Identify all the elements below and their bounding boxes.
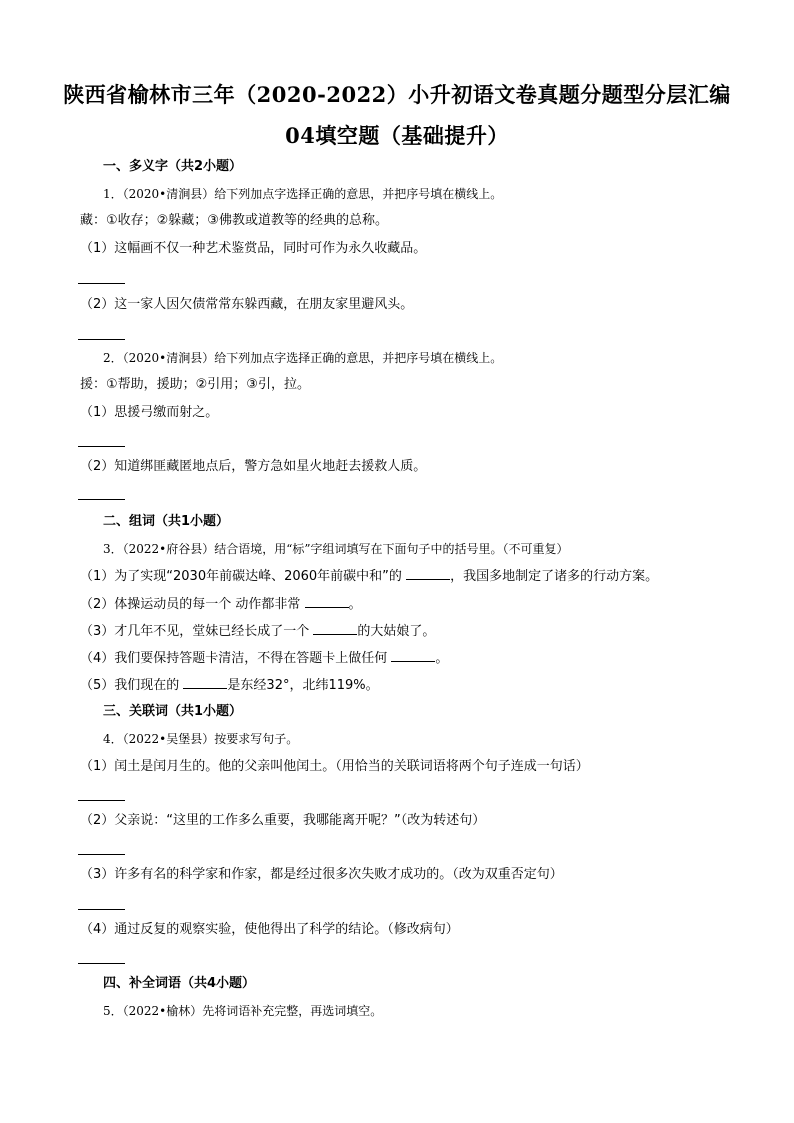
answer-blank[interactable] xyxy=(78,499,125,500)
answer-blank[interactable] xyxy=(78,963,125,964)
question-1-part-2: （2）这一家人因欠债常常东躲西藏，在朋友家里避风头。 xyxy=(80,297,414,312)
section-heading-2: 二、组词（共1小题） xyxy=(103,514,230,529)
question-1-part-1: （1）这幅画不仅一种艺术鉴赏品，同时可作为永久收藏品。 xyxy=(80,241,427,256)
section-heading-1: 一、多义字（共2小题） xyxy=(103,159,243,174)
question-3-stem: 3．（2022•府谷县）结合语境，用“标”字组词填写在下面句子中的括号里。（不可重复） xyxy=(103,542,569,556)
question-1-stem: 1．（2020•清涧县）给下列加点字选择正确的意思，并把序号填在横线上。 xyxy=(103,187,503,201)
question-1-definition: 藏：①收存；②躲藏；③佛教或道教等的经典的总称。 xyxy=(80,213,388,228)
answer-blank[interactable] xyxy=(78,800,125,801)
question-2-part-2: （2）知道绑匪藏匿地点后，警方急如星火地赶去援救人质。 xyxy=(80,459,427,474)
question-2-stem: 2．（2020•清涧县）给下列加点字选择正确的意思，并把序号填在横线上。 xyxy=(103,351,503,365)
question-4-part-4: （4）通过反复的观察实验，使他得出了科学的结论。（修改病句） xyxy=(80,922,459,937)
document-subtitle: 04填空题（基础提升） xyxy=(285,123,509,148)
question-4-part-2: （2）父亲说：“这里的工作多么重要，我哪能离开呢？”（改为转述句） xyxy=(80,813,486,828)
fill-blank[interactable] xyxy=(305,595,349,608)
fill-blank[interactable] xyxy=(313,622,357,635)
question-3-part-5: （5）我们现在的 是东经32°，北纬119%。 xyxy=(80,678,379,693)
answer-blank[interactable] xyxy=(78,446,125,447)
question-2-part-1: （1）思援弓缴而射之。 xyxy=(80,405,219,420)
answer-blank[interactable] xyxy=(78,854,125,855)
question-3-part-2: （2）体操运动员的每一个 动作都非常 。 xyxy=(80,597,362,612)
question-3-part-4: （4）我们要保持答题卡清洁，不得在答题卡上做任何 。 xyxy=(80,651,449,666)
document-title: 陕西省榆林市三年（2020-2022）小升初语文卷真题分题型分层汇编 xyxy=(63,82,731,107)
question-4-part-1: （1）闰土是闰月生的。他的父亲叫他闰土。（用恰当的关联词语将两个句子连成一句话） xyxy=(80,759,589,774)
fill-blank[interactable] xyxy=(406,567,450,580)
answer-blank[interactable] xyxy=(78,339,125,340)
question-5-stem: 5．（2022•榆林）先将词语补充完整，再选词填空。 xyxy=(103,1004,383,1018)
answer-blank[interactable] xyxy=(78,909,125,910)
question-4-stem: 4．（2022•吴堡县）按要求写句子。 xyxy=(103,732,299,746)
section-heading-4: 四、补全词语（共4小题） xyxy=(103,976,256,991)
section-heading-3: 三、关联词（共1小题） xyxy=(103,704,243,719)
question-3-part-3: （3）才几年不见，堂妹已经长成了一个 的大姑娘了。 xyxy=(80,624,436,639)
fill-blank[interactable] xyxy=(391,649,435,662)
question-2-definition: 援：①帮助，援助；②引用；③引，拉。 xyxy=(80,377,310,392)
question-3-part-1: （1）为了实现“2030年前碳达峰、2060年前碳中和”的 ，我国多地制定了诸多的行动方案。 xyxy=(80,569,659,584)
question-4-part-3: （3）许多有名的科学家和作家，都是经过很多次失败才成功的。（改为双重否定句） xyxy=(80,867,563,882)
answer-blank[interactable] xyxy=(78,283,125,284)
fill-blank[interactable] xyxy=(183,676,227,689)
